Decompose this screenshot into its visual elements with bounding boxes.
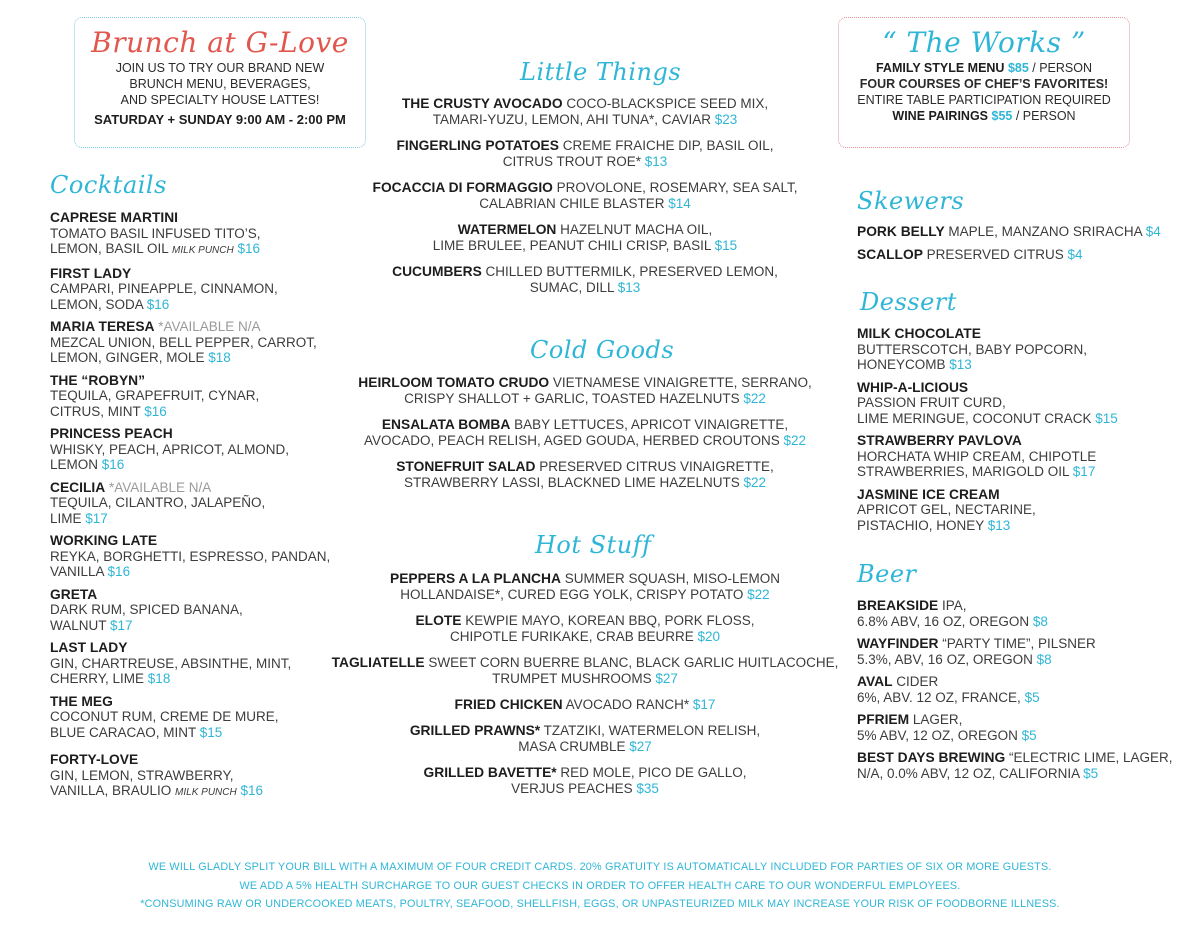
price: $8 — [1036, 651, 1052, 667]
cocktail-desc-line: REYKA, BORGHETTI, ESPRESSO, PANDAN, — [50, 548, 331, 564]
cocktail-header — [50, 752, 350, 768]
works-line-2: FOUR COURSES OF CHEF’S FAVORITES! — [859, 77, 1109, 91]
heading-hot-stuff: Hot Stuff — [535, 531, 652, 559]
item-name: MILK CHOCOLATE — [857, 326, 981, 341]
cocktail-desc-line: GIN, LEMON, STRAWBERRY, — [50, 767, 234, 783]
cocktail-desc: LEMON, BASIL OIL — [50, 241, 173, 256]
item-name: FOCACCIA DI FORMAGGIO — [372, 180, 553, 195]
dessert-item — [857, 326, 1187, 373]
cold-goods-list — [330, 375, 840, 501]
cocktail-desc-line: CAMPARI, PINEAPPLE, CINNAMON, — [50, 281, 278, 296]
item-name: FRIED CHICKEN — [454, 697, 563, 712]
cocktail-desc: LEMON — [50, 457, 102, 472]
item-desc: 6%, ABV. 12 OZ, FRANCE, — [857, 689, 1025, 705]
item-line-1 — [330, 655, 840, 671]
price: $35 — [636, 781, 659, 796]
price: $4 — [1067, 246, 1083, 262]
cocktail-desc-line: TEQUILA, CILANTRO, JALAPEÑO, — [50, 495, 266, 510]
cocktail-name: PRINCESS PEACH — [50, 426, 173, 441]
item-desc: MASA CRUMBLE — [518, 739, 630, 754]
cocktail-header — [50, 533, 350, 549]
item-line-1 — [330, 264, 840, 280]
works-line-1: FAMILY STYLE MENU $85 / PERSON — [875, 61, 1093, 75]
dessert-item — [857, 433, 1187, 480]
little-things-list — [330, 96, 840, 306]
cocktail-desc-line: MEZCAL UNION, BELL PEPPER, CARROT, — [50, 334, 317, 350]
cocktail-desc-line — [50, 404, 350, 420]
item-desc: LAGER, — [909, 712, 963, 727]
price: $27 — [629, 739, 652, 754]
price: $14 — [668, 196, 691, 211]
item-line-1 — [330, 613, 840, 629]
price: $5 — [1021, 727, 1037, 743]
item-line-2 — [330, 391, 840, 407]
availability-note: *AVAILABLE N/A — [154, 319, 261, 334]
brunch-line-2: BRUNCH MENU, BEVERAGES, — [129, 77, 311, 91]
heading-skewers: Skewers — [857, 187, 965, 215]
item-line-2 — [330, 112, 840, 128]
cocktail-item — [50, 694, 350, 741]
price: $13 — [949, 357, 972, 372]
item-desc-line: APRICOT GEL, NECTARINE, — [857, 502, 1036, 517]
item-desc: PISTACHIO, HONEY — [857, 517, 988, 533]
price: $8 — [1032, 613, 1048, 629]
item-line-2 — [330, 781, 840, 797]
cocktail-item — [50, 266, 350, 313]
item-desc: “ELECTRIC LIME, LAGER, — [1005, 750, 1173, 765]
cocktail-header — [50, 373, 350, 389]
item-desc: SUMAC, DILL — [529, 280, 618, 295]
item-desc: TRUMPET MUSHROOMS — [492, 671, 656, 686]
item-name: PORK BELLY — [857, 224, 945, 239]
item-name: PFRIEM — [857, 712, 910, 727]
item-name: WAYFINDER — [857, 636, 939, 651]
item-desc: 5.3%, ABV, 16 OZ, OREGON — [857, 651, 1037, 667]
item-desc: TAMARI-YUZU, LEMON, AHI TUNA*, CAVIAR — [432, 112, 715, 127]
item-desc-line — [857, 464, 1187, 480]
item-desc: “PARTY TIME”, PILSNER — [938, 636, 1096, 651]
item-line-1 — [330, 375, 840, 391]
little-things-item — [330, 138, 840, 170]
item-desc: N/A, 0.0% ABV, 12 OZ, CALIFORNIA — [857, 765, 1084, 781]
price: $5 — [1083, 765, 1099, 781]
item-desc: HAZELNUT MACHA OIL, — [556, 222, 713, 237]
cocktail-desc-line — [50, 511, 350, 527]
price: $18 — [208, 350, 231, 365]
price: $13 — [987, 517, 1011, 533]
cocktail-header — [50, 266, 350, 282]
item-line-1 — [857, 674, 1187, 690]
item-line-2 — [330, 154, 840, 170]
item-desc-line — [857, 518, 1187, 534]
price: $22 — [783, 433, 807, 448]
cold-goods-item — [330, 417, 840, 449]
cold-goods-item — [330, 459, 840, 491]
item-line-2 — [330, 475, 840, 491]
price: $22 — [747, 587, 770, 602]
skewer-item — [857, 247, 1187, 263]
item-line-2 — [857, 728, 1187, 744]
item-line-2 — [857, 690, 1187, 706]
item-name: THE CRUSTY AVOCADO — [401, 96, 563, 111]
milk-punch-note: MILK PUNCH — [172, 245, 234, 256]
item-desc: 5% ABV, 12 OZ, OREGON — [857, 727, 1022, 743]
item-name: ENSALATA BOMBA — [381, 417, 511, 432]
item-line-1 — [857, 636, 1187, 652]
item-line-1 — [857, 750, 1187, 766]
item-desc: AVOCADO RANCH* — [562, 697, 693, 712]
hot-stuff-item — [330, 655, 840, 687]
heading-cold-goods: Cold Goods — [530, 336, 675, 364]
item-desc: 6.8% ABV, 16 OZ, OREGON — [857, 613, 1033, 629]
item-name: GRILLED PRAWNS* — [409, 723, 541, 738]
price: $17 — [85, 510, 108, 526]
item-line-2 — [330, 587, 840, 603]
cocktail-name: WORKING LATE — [50, 533, 158, 548]
item-line-1 — [330, 180, 840, 196]
cocktail-name: CAPRESE MARTINI — [50, 210, 179, 225]
item-desc: STRAWBERRY LASSI, BLACKNED LIME HAZELNUTS — [403, 475, 744, 490]
cocktail-name: FIRST LADY — [50, 265, 132, 281]
works-line-4: WINE PAIRINGS $55 / PERSON — [892, 109, 1076, 123]
cocktail-item — [50, 752, 350, 801]
item-desc-line: BUTTERSCOTCH, BABY POPCORN, — [857, 341, 1088, 357]
item-name: STONEFRUIT SALAD — [396, 459, 536, 474]
cocktail-desc-line — [50, 725, 350, 741]
cocktail-desc: LIME — [50, 510, 86, 526]
price: $15 — [1095, 410, 1118, 426]
skewers-list — [857, 224, 1187, 269]
item-desc: PROVOLONE, ROSEMARY, SEA SALT, — [552, 180, 798, 195]
item-line-2 — [330, 238, 840, 254]
item-desc-line — [857, 411, 1187, 427]
cocktail-name: CECILIA — [50, 479, 106, 495]
price: $16 — [101, 457, 125, 472]
item-desc-line: HORCHATA WHIP CREAM, CHIPOTLE — [857, 448, 1097, 464]
footer-line-1: WE WILL GLADLY SPLIT YOUR BILL WITH A MAXIMUM OF FOUR CREDIT CARDS. 20% GRATUITY IS AUTOMATICALLY INCLUDED FOR PARTIES OF SIX OR MORE GUESTS. — [148, 861, 1052, 873]
item-desc: COCO-BLACKSPICE SEED MIX, — [562, 96, 769, 111]
cocktail-desc-line — [50, 297, 350, 313]
price: $16 — [107, 564, 131, 579]
cocktail-desc-line — [50, 671, 350, 687]
cocktail-header — [50, 640, 350, 656]
price: $16 — [146, 296, 170, 312]
item-line-1 — [857, 598, 1187, 614]
price: $13 — [644, 154, 668, 169]
cocktail-desc-line — [50, 783, 350, 801]
cocktail-header — [50, 694, 350, 710]
item-line-2 — [330, 433, 840, 449]
item-desc: CALABRIAN CHILE BLASTER — [479, 196, 669, 211]
price: $16 — [237, 241, 261, 256]
beer-item — [857, 674, 1187, 705]
cocktail-item — [50, 533, 350, 580]
item-line-1 — [330, 417, 840, 433]
price: $4 — [1145, 224, 1161, 239]
item-desc: CITRUS TROUT ROE* — [502, 154, 645, 169]
item-desc: CIDER — [892, 674, 939, 689]
item-name: SCALLOP — [857, 246, 923, 262]
price: $22 — [743, 475, 767, 490]
item-desc: PRESERVED CITRUS — [922, 246, 1068, 262]
item-desc: BABY LETTUCES, APRICOT VINAIGRETTE, — [510, 417, 789, 432]
item-desc: MAPLE, MANZANO SRIRACHA — [944, 224, 1146, 239]
availability-note: *AVAILABLE N/A — [105, 479, 212, 495]
cocktail-item — [50, 319, 350, 366]
cocktail-name: LAST LADY — [50, 640, 128, 655]
cocktail-desc-line: WHISKY, PEACH, APRICOT, ALMOND, — [50, 441, 290, 457]
heading-little-things: Little Things — [520, 58, 682, 86]
cocktail-desc: VANILLA, BRAULIO — [50, 783, 176, 798]
cocktail-name: GRETA — [50, 586, 98, 602]
milk-punch-note: MILK PUNCH — [175, 787, 237, 798]
little-things-item — [330, 222, 840, 254]
cocktail-desc-line: TOMATO BASIL INFUSED TITO’S, — [50, 225, 261, 241]
price: $13 — [617, 280, 641, 295]
item-line-1 — [330, 459, 840, 475]
item-name: PEPPERS A LA PLANCHA — [390, 571, 561, 586]
brunch-hours: SATURDAY + SUNDAY 9:00 AM - 2:00 PM — [94, 112, 346, 127]
little-things-item — [330, 180, 840, 212]
item-name: AVAL — [857, 674, 893, 689]
price: $15 — [714, 238, 738, 253]
cocktail-desc-line — [50, 241, 350, 259]
works-line-3: ENTIRE TABLE PARTICIPATION REQUIRED — [857, 93, 1111, 107]
dessert-list — [857, 326, 1187, 540]
cocktail-desc-line — [50, 457, 350, 473]
beer-item — [857, 750, 1187, 781]
item-name: CUCUMBERS — [392, 264, 482, 279]
price: $20 — [697, 629, 721, 644]
cocktail-desc-line — [50, 564, 350, 580]
price: $22 — [743, 391, 766, 406]
item-line-2 — [330, 739, 840, 755]
item-desc: LIME MERINGUE, COCONUT CRACK — [857, 410, 1096, 426]
item-desc: CHILLED BUTTERMILK, PRESERVED LEMON, — [481, 264, 778, 279]
item-line-1 — [330, 222, 840, 238]
item-line-1 — [330, 697, 840, 713]
cocktail-name: MARIA TERESA — [50, 319, 155, 334]
item-desc: SUMMER SQUASH, MISO-LEMON — [560, 571, 780, 586]
hot-stuff-item — [330, 723, 840, 755]
item-line-2 — [857, 614, 1187, 630]
hot-stuff-item — [330, 571, 840, 603]
beer-item — [857, 712, 1187, 743]
cocktail-name: THE MEG — [50, 693, 113, 709]
footer-line-3: *CONSUMING RAW OR UNDERCOOKED MEATS, POULTRY, SEAFOOD, SHELLFISH, EGGS, OR UNPASTEURIZED MILK MAY INCREASE YOUR RISK OF FOODBORNE ILLNESS. — [140, 898, 1060, 910]
item-desc: SWEET CORN BUERRE BLANC, BLACK GARLIC HUITLACOCHE, — [424, 655, 839, 670]
the-works-box — [838, 17, 1130, 148]
item-desc: TZATZIKI, WATERMELON RELISH, — [540, 723, 761, 738]
item-desc: CREME FRAICHE DIP, BASIL OIL, — [558, 138, 774, 153]
footer-notes — [0, 858, 1200, 914]
cold-goods-item — [330, 375, 840, 407]
cocktail-header — [50, 210, 350, 226]
price: $5 — [1024, 689, 1040, 705]
item-desc: LIME BRULEE, PEANUT CHILI CRISP, BASIL — [432, 238, 715, 253]
cocktail-item — [50, 210, 350, 259]
item-name: ELOTE — [415, 613, 462, 628]
heading-cocktails: Cocktails — [50, 171, 167, 199]
item-desc: VERJUS PEACHES — [511, 781, 637, 796]
cocktail-desc-line: DARK RUM, SPICED BANANA, — [50, 602, 243, 617]
item-desc-line: PASSION FRUIT CURD, — [857, 395, 1006, 410]
item-name: JASMINE ICE CREAM — [857, 486, 1000, 502]
item-desc: CHIPOTLE FURIKAKE, CRAB BEURRE — [449, 629, 698, 644]
price: $18 — [147, 671, 171, 686]
item-line-2 — [330, 280, 840, 296]
cocktail-item — [50, 373, 350, 420]
cocktail-item — [50, 426, 350, 473]
cocktail-desc: CITRUS, MINT — [50, 403, 145, 419]
item-name: TAGLIATELLE — [331, 655, 425, 670]
item-desc: IPA, — [938, 598, 967, 613]
dessert-item — [857, 380, 1187, 427]
item-name: FINGERLING POTATOES — [396, 138, 559, 153]
item-desc: VIETNAMESE VINAIGRETTE, SERRANO, — [549, 375, 812, 390]
cocktail-desc: WALNUT — [50, 617, 111, 633]
heading-beer: Beer — [857, 560, 917, 588]
item-line-2 — [330, 629, 840, 645]
item-line-2 — [857, 766, 1187, 782]
item-name: BREAKSIDE — [857, 598, 939, 613]
item-line-2 — [330, 196, 840, 212]
cocktail-header — [50, 587, 350, 603]
cocktail-desc: VANILLA — [50, 564, 108, 579]
brunch-title: Brunch at G-Love — [91, 26, 349, 59]
cocktail-header — [50, 426, 350, 442]
brunch-line-3: AND SPECIALTY HOUSE LATTES! — [120, 93, 320, 107]
item-name: WHIP-A-LICIOUS — [857, 379, 969, 395]
price: $27 — [655, 671, 678, 686]
cocktail-desc-line: GIN, CHARTREUSE, ABSINTHE, MINT, — [50, 655, 292, 671]
item-name: BEST DAYS BREWING — [857, 750, 1006, 765]
item-name: HEIRLOOM TOMATO CRUDO — [358, 375, 550, 390]
item-desc: HOLLANDAISE*, CURED EGG YOLK, CRISPY POTATO — [400, 587, 748, 602]
item-desc: RED MOLE, PICO DE GALLO, — [556, 765, 747, 780]
cocktail-item — [50, 640, 350, 687]
item-line-2 — [330, 671, 840, 687]
item-desc: AVOCADO, PEACH RELISH, AGED GOUDA, HERBED CROUTONS — [363, 433, 784, 448]
item-line-2 — [857, 652, 1187, 668]
cocktail-desc: CHERRY, LIME — [50, 671, 148, 686]
cocktail-desc: LEMON, GINGER, MOLE — [50, 350, 209, 365]
price: $17 — [110, 617, 133, 633]
dessert-item — [857, 487, 1187, 534]
cocktail-desc-line — [50, 618, 350, 634]
item-line-1 — [330, 138, 840, 154]
item-line-1 — [330, 571, 840, 587]
beer-item — [857, 598, 1187, 629]
beer-item — [857, 636, 1187, 667]
footer-line-2: WE ADD A 5% HEALTH SURCHARGE TO OUR GUEST CHECKS IN ORDER TO OFFER HEALTH CARE TO OUR WONDERFUL EMPLOYEES. — [239, 879, 961, 892]
item-desc: PRESERVED CITRUS VINAIGRETTE, — [535, 459, 774, 474]
hot-stuff-list — [330, 571, 840, 807]
price: $17 — [1072, 464, 1096, 479]
brunch-info-box — [74, 17, 366, 148]
item-desc: HONEYCOMB — [857, 357, 950, 372]
cocktail-name: THE “ROBYN” — [50, 372, 146, 388]
item-line-1 — [330, 765, 840, 781]
item-desc: STRAWBERRIES, MARIGOLD OIL — [857, 464, 1073, 479]
item-desc: KEWPIE MAYO, KOREAN BBQ, PORK FLOSS, — [461, 613, 755, 628]
cocktail-desc-line: TEQUILA, GRAPEFRUIT, CYNAR, — [50, 388, 260, 403]
the-works-title: “ The Works ” — [882, 26, 1086, 59]
cocktail-desc-line: COCONUT RUM, CREME DE MURE, — [50, 709, 279, 724]
item-desc-line — [857, 357, 1187, 373]
beer-list — [857, 598, 1187, 788]
cocktail-desc-line — [50, 350, 350, 366]
item-line-1 — [857, 712, 1187, 728]
little-things-item — [330, 264, 840, 296]
brunch-line-1: JOIN US TO TRY OUR BRAND NEW — [115, 61, 325, 75]
cocktail-header — [50, 319, 350, 335]
cocktail-desc: LEMON, SODA — [50, 296, 147, 312]
heading-dessert: Dessert — [860, 288, 957, 316]
cocktail-item — [50, 587, 350, 634]
price: $15 — [199, 724, 223, 740]
item-name: STRAWBERRY PAVLOVA — [857, 433, 1022, 448]
cocktail-name: FORTY-LOVE — [50, 752, 139, 767]
little-things-item — [330, 96, 840, 128]
item-line-1 — [330, 96, 840, 112]
item-desc: CRISPY SHALLOT + GARLIC, TOASTED HAZELNUTS — [404, 391, 744, 406]
item-name: WATERMELON — [457, 222, 557, 237]
price: $23 — [714, 112, 738, 127]
cocktail-header — [50, 480, 350, 496]
hot-stuff-item — [330, 765, 840, 797]
item-line-1 — [330, 723, 840, 739]
skewer-item — [857, 224, 1187, 240]
price: $16 — [144, 403, 167, 419]
cocktail-item — [50, 480, 350, 527]
price: $17 — [692, 697, 716, 712]
cocktails-list — [50, 210, 350, 808]
hot-stuff-item — [330, 697, 840, 713]
price: $16 — [240, 783, 264, 798]
item-name: GRILLED BAVETTE* — [423, 765, 557, 780]
hot-stuff-item — [330, 613, 840, 645]
cocktail-desc: BLUE CARACAO, MINT — [50, 724, 200, 740]
